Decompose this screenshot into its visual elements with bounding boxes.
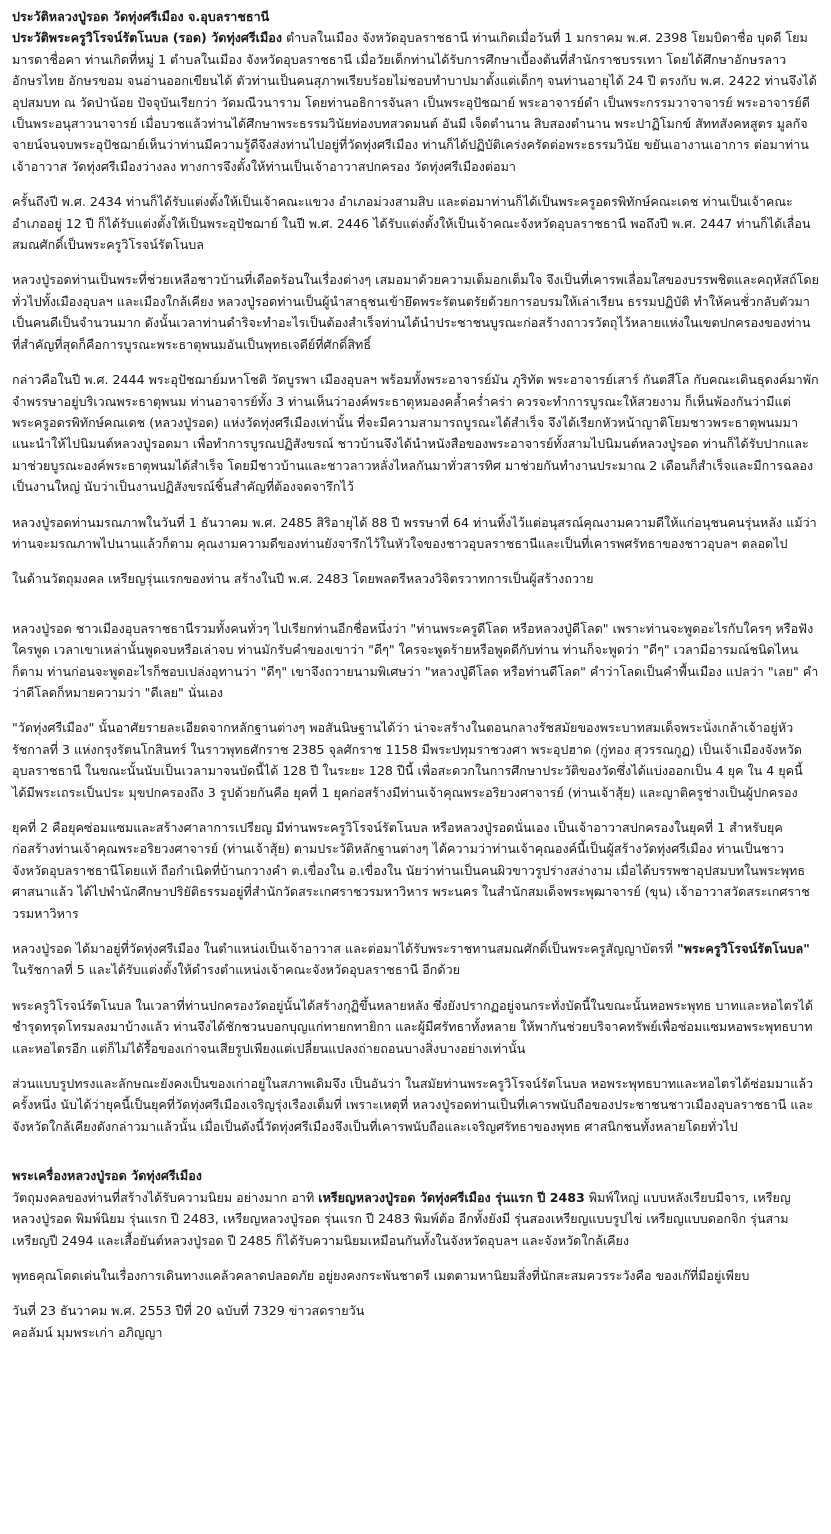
paragraph-12: ส่วนแบบรูปทรงและลักษณะยังคงเป็นของเก่าอยู่ในสภาพเดิมจึง เป็นอันว่า ในสมัยท่านพระครูวิโรจน์รัตโนบล หอพระพุทธบาทและหอไตรได้ซ่อมมาแล้วครั้งหนึ่ง นับได้ว่ายุคนี้เป็นยุคที่วัดทุ่งศรีเมืองเจริญรุ่งเรืองเต็มที่ เพราะเหตุที่ หลวงปู่รอดท่านเป็นที่เคารพนับถือของประชาชนชาวเมืองอุบลราชธานี และจังหวัดใกล้เคียงดังกล่าวมาแล้วนั้น เมื่อเป็นดังนี้วัดทุ่งศรีเมืองจึงเป็นที่เคารพนับถือและเจริญศรัทธาของพุทธ ศาสนิกชนทั้งหลายโดยทั่วไป	[12, 1076, 814, 1134]
paragraph-6: ในด้านวัตถุมงคล เหรียญรุ่นแรกของท่าน สร้างในปี พ.ศ. 2483 โดยพลตรีหลวงวิจิตรวาทการเป็นผู้สร้างถวาย	[12, 571, 594, 587]
article-title: ประวัติหลวงปู่รอด วัดทุ่งศรีเมือง จ.อุบลราชธานี	[12, 9, 270, 24]
paragraph-13-text-b: พิมพ์ใหญ่ แบบหลังเรียบมีจาร, เหรียญหลวงปู่รอด พิมพ์นิยม รุ่นแรก ปี 2483, เหรียญหลวงปู่รอด รุ่นแรก ปี 2483 พิมพ์ต้อ อีกทั้งยังมี รุ่นสองเหรียญแบบรูปไข่ เหรียญแบบดอกจิก รุ่นสาม เหรียญปี 2494 และเสื้อยันต์หลวงปู่รอด ปี 2485 ก็ได้รับความนิยมเหมือนกันทั้งในจังหวัดอุบลฯ และจังหวัดใกล้เคียง	[12, 1189, 791, 1248]
paragraph-4: กล่าวคือในปี พ.ศ. 2444 พระอุปัชฌาย์มหาโชติ วัดบูรพา เมืองอุบลฯ พร้อมทั้งพระอาจารย์มัน ภูริทัต พระอาจารย์เสาร์ กันตสีโล กับคณะเดินธุดงค์มาพักจำพรรษาอยู่บริเวณพระธาตุพนม ท่านอาจารย์ทั้ง 3 ท่านเห็นว่าองค์พระธาตุหมองคล้ำคร่ำคร่า ควรจะทำการบูรณะให้สวยงาม ก็เห็นพ้องกันว่ามีแต่ พระครูอดรพิทักษ์คณเดช (หลวงปู่รอด) แห่งวัดทุ่งศรีเมืองเท่านั้น ที่จะมีความสามารถบูรณะได้สำเร็จ จึงได้เรียกหัวหน้าญาติโยมชาวพระธาตุพนมมาแนะนำให้ไปนิมนต์หลวงปู่รอดมา เพื่อทำการบูรณปฏิสังขรณ์ ชาวบ้านจึงได้นำหนังสือของพระอาจารย์ทั้งสามไปนิมนต์หลวงปู่รอด ท่านก็ได้รับปากและมาช่วยบูรณะองค์พระธาตุพนมได้สำเร็จ โดยมีชาวบ้านและชาวลาวหลั่งไหลกันมาทั่วสารทิศ มาช่วยกันทำงานประมาณ 2 เดือนก็สำเร็จและมีการฉลองเป็นงานใหญ่ นับว่าเป็นงานปฏิสังขรณ์ชิ้นสำคัญที่ต้องจดจารึกไว้	[12, 372, 819, 495]
paragraph-10-text-b: ในรัชกาลที่ 5 และได้รับแต่งตั้งให้ดำรงตำแหน่งเจ้าคณะจังหวัดอุบลราชธานี อีกด้วย	[12, 962, 461, 978]
amulet-highlight: เหรียญหลวงปู่รอด วัดทุ่งศรีเมือง รุ่นแรก ปี 2483	[318, 1189, 585, 1205]
intro-paragraph: ตำบลในเมือง จังหวัดอุบลราชธานี ท่านเกิดเมื่อวันที่ 1 มกราคม พ.ศ. 2398 โยมบิดาชื่อ บุดดี โยมมารดาชื่อคา ท่านเกิดที่หมู่ 1 ตำบลในเมือง จังหวัดอุบลราชธานี เมื่อวัยเด็กท่านได้รับการศึกษาเบื้องต้นที่สำนักราชบรรเทา โดยได้ศึกษาอักษรลาว อักษรไทย อักษรขอม จนอ่านออกเขียนได้ ตัวท่านเป็นคนสุภาพเรียบร้อยไม่ชอบทำบาปมาตั้งแต่เด็กๆ จนท่านอายุได้ 24 ปี ตรงกับ พ.ศ. 2422 ท่านจึงได้อุปสมบท ณ วัดป่าน้อย ปัจจุบันเรียกว่า วัดมณีวนาราม โดยท่านอธิการจันลา เป็นพระอุปัชฌาย์ พระอาจารย์ดำ เป็นพระกรรมวาจาจารย์ พระอาจารย์ดีเป็นพระอนุสาวนาจารย์ เมื่อบวชแล้วท่านได้ศึกษาพระธรรมวินัยท่องบทสวดมนต์ อันมี เจ็ดตำนาน สิบสองตำนาน พระปาฏิโมกข์ สัททสังคหสูตร มูลกัจจายน์จนจบพระอุปัชฌาย์เห็นว่าท่านมีความรู้ดีจึงส่งท่านไปอยู่ที่วัดทุ่งศรีเมือง ท่านก็ได้ปฏิบัติเคร่งครัดต่อพระธรรมวินัย ขยันเอางานเอาการ ต่อมาท่านเจ้าอาวาส วัดทุ่งศรีเมืองว่างลง ทางการจึงตั้งให้ท่านเป็นเจ้าอาวาสปกครอง วัดทุ่งศรีเมืองต่อมา	[12, 30, 817, 174]
section-title-amulets: พระเครื่องหลวงปู่รอด วัดทุ่งศรีเมือง	[12, 1168, 202, 1184]
paragraph-7: หลวงปู่รอด ชาวเมืองอุบลราชธานีรวมทั้งคนทั่วๆ ไปเรียกท่านอีกชื่อหนึ่งว่า "ท่านพระครูดีโลด หรือหลวงปู่ดีโลด" เพราะท่านจะพูดอะไรกับใครๆ หรือฟังใครพูด เวลาเขาเหล่านั้นพูดจบหรือเล่าจบ ท่านมักรับคำของเขาว่า "ดีๆ" ใครจะพูดร้ายหรือพูดดีกับท่าน ท่านก็จะพูดว่า "ดีๆ" เวลามีอารมณ์ชนิดไหนก็ตาม ท่านก่อนจะพูดอะไรก็ชอบเปล่งอุทานว่า "ดีๆ" เขาจึงถวายนามพิเศษว่า "หลวงปู่ดีโลด หรือท่านดีโลด" คำว่าโลดเป็นคำพื้นเมือง แปลว่า "เลย" คำว่าดีโลดก็หมายความว่า "ดีเลย" นั่นเอง	[12, 620, 819, 700]
article-block-1	[12, 6, 819, 177]
paragraph-10	[12, 938, 819, 981]
paragraph-13-text-a: วัตถุมงคลของท่านที่สร้างได้รับความนิยม อย่างมาก อาทิ	[12, 1189, 319, 1205]
intro-lead: ประวัติพระครูวิโรจน์รัตโนบล (รอด) วัดทุ่งศรีเมือง	[12, 30, 282, 46]
paragraph-14: พุทธคุณโดดเด่นในเรื่องการเดินทางแคล้วคลาดปลอดภัย อยู่ยงคงกระพันชาตรี เมตตามหานิยมสิ่งที่นักสะสมควรระวังคือ ของเก๊ที่มีอยู่เพียบ	[12, 1267, 750, 1283]
article-block-amulets	[12, 1165, 819, 1251]
paragraph-2: ครั้นถึงปี พ.ศ. 2434 ท่านก็ได้รับแต่งตั้งให้เป็นเจ้าคณะแขวง อำเภอม่วงสามสิบ และต่อมาท่านก็ได้เป็นพระครูอดรพิทักษ์คณะเดช ท่านเป็นเจ้าคณะอำเภออยู่ 12 ปี ก็ได้รับแต่งตั้งให้เป็นพระอุปัชฌาย์ ในปี พ.ศ. 2446 ได้รับแต่งตั้งให้เป็นเจ้าคณะจังหวัดอุบลราชธานี พอถึงปี พ.ศ. 2447 ท่านก็ได้เลื่อนสมณศักดิ์เป็นพระครูวิโรจน์รัตโนบล	[12, 194, 811, 253]
publication-date: วันที่ 23 ธันวาคม พ.ศ. 2553 ปีที่ 20 ฉบับที่ 7329 ข่าวสดรายวัน	[12, 1303, 365, 1319]
section-gap-2	[12, 1151, 819, 1165]
title-highlight: "พระครูวิโรจน์รัตโนบล"	[677, 941, 810, 957]
article-footer	[12, 1300, 819, 1343]
paragraph-8: "วัดทุ่งศรีเมือง" นั้นอาศัยรายละเอียดจากหลักฐานต่างๆ พอสันนิษฐานได้ว่า น่าจะสร้างในตอนกลางรัชสมัยของพระบาทสมเด็จพระนั่งเกล้าเจ้าอยู่หัว รัชกาลที่ 3 แห่งกรุงรัตนโกสินทร์ ในราวพุทธศักราช 2385 จุลศักราช 1158 มีพระปทุมราชวงศา พระอุปฮาด (กู่ทอง สุวรรณกูฏ) เป็นเจ้าเมืองจังหวัดอุบลราชธานี ในขณะนั้นนับเป็นเวลามาจนบัดนี้ได้ 128 ปี ในระยะ 128 ปีนี้ เพื่อสะดวกในการศึกษาประวัติของวัดซึ่งได้แบ่งออกเป็น 4 ยุค ใน 4 ยุคนี้ ได้มีพระเถระเป็นประ มุขปกครองถึง 3 รูปด้วยกันคือ ยุคที่ 1 ยุคก่อสร้างมีท่านเจ้าคุณพระอริยวงศาจารย์ (ท่านเจ้าสุ้ย) และญาติครูช่างเป็นผู้ปกครอง	[12, 720, 803, 800]
paragraph-9: ยุคที่ 2 คือยุคซ่อมแซมและสร้างศาลาการเปรียญ มีท่านพระครูวิโรจน์รัตโนบล หรือหลวงปู่รอดนั่นเอง เป็นเจ้าอาวาสปกครองในยุคที่ 1 สำหรับยุคก่อสร้างท่านเจ้าคุณพระอริยวงศาจารย์ (ท่านเจ้าสุ้ย) ตามประวัติหลักฐานต่างๆ ได้ความว่าท่านเจ้าคุณองค์นี้เป็นผู้สร้างวัดทุ่งศรีเมือง ท่านเป็นชาวจังหวัดอุบลราชธานีโดยแท้ ถือกำเนิดที่บ้านกวางคำ ต.เขื่องใน อ.เขื่องใน นัยว่าท่านเป็นคนผิวขาวรูปร่างสง่างาม เมื่อได้บรรพชาอุปสมบทในพระพุทธศาสนาแล้ว ได้ไปพำนักศึกษาปริยัติธรรมอยู่ที่สำนักวัดสระเกศราชวรมหาวิหาร พระนคร ในสำนักสมเด็จพระพุฒาจารย์ (ขุน) เจ้าอาวาสวัดสระเกศราชวรมหาวิหาร	[12, 820, 810, 921]
paragraph-3: หลวงปู่รอดท่านเป็นพระที่ช่วยเหลือชาวบ้านที่เดือดร้อนในเรื่องต่างๆ เสมอมาด้วยความเต็มอกเต็มใจ จึงเป็นที่เคารพเลื่อมใสของบรรพชิตและคฤหัสถ์โดยทั่วไปทั้งเมืองอุบลฯ และเมืองใกล้เคียง หลวงปู่รอดท่านเป็นผู้นำสาธุชนเข้ายึดพระรัตนตรัยด้วยการอบรมให้เล่าเรียน ธรรมปฏิบัติ ทำให้คนชั่วกลับตัวมาเป็นคนดีเป็นจำนวนมาก ดังนั้นเวลาท่านดำริจะทำอะไรเป็นต้องสำเร็จท่านได้นำประชาชนบูรณะก่อสร้างถาวรวัตถุไว้หลายแห่งในเขตปกครองของท่าน ที่สำคัญที่สุดก็คือการบูรณะพระธาตุพนมอันเป็นพุทธเจดีย์ที่ศักดิ์สิทธิ์	[12, 272, 819, 352]
column-credit: คอลัมน์ มุมพระเก่า อภิญญา	[12, 1324, 163, 1340]
paragraph-11: พระครูวิโรจน์รัตโนบล ในเวลาที่ท่านปกครองวัดอยู่นั้นได้สร้างกุฏิขึ้นหลายหลัง ซึ่งยังปรากฏอยู่จนกระทั่งบัดนี้ในขณะนั้นหอพระพุทธ บาทและหอไตรได้ชำรุดทรุดโทรมลงมาบ้างแล้ว ท่านจึงได้ชักชวนบอกบุญแก่ทายกทายิกา และผู้มีศรัทธาทั้งหลาย ให้พากันช่วยบริจาคทรัพย์เพื่อซ่อมแซมหอพระพุทธบาทและหอไตรอีก แต่ก็ไม่ได้รื้อของเก่าจนเสียรูปเพียงแต่เปลี่ยนแปลงถ่ายถอนบางสิ่งบางอย่างเท่านั้น	[12, 997, 813, 1056]
paragraph-10-text-a: หลวงปู่รอด ได้มาอยู่ที่วัดทุ่งศรีเมือง ในตำแหน่งเป็นเจ้าอาวาส และต่อมาได้รับพระราชทานสมณศักดิ์เป็นพระครูสัญญาบัตรที่	[12, 941, 678, 957]
section-gap	[12, 604, 819, 618]
paragraph-5: หลวงปู่รอดท่านมรณภาพในวันที่ 1 ธันวาคม พ.ศ. 2485 สิริอายุได้ 88 ปี พรรษาที่ 64 ท่านทิ้งไว้แต่อนุสรณ์คุณงามความดีให้แก่อนุชนคนรุ่นหลัง แม้ว่าท่านจะมรณภาพไปนานแล้วก็ตาม คุณงามความดีของท่านยังจารึกไว้ในหัวใจของชาวอุบลราชธานีและเป็นที่เคารพศรัทธาของชาวอุบลฯ ตลอดไป	[12, 514, 817, 551]
